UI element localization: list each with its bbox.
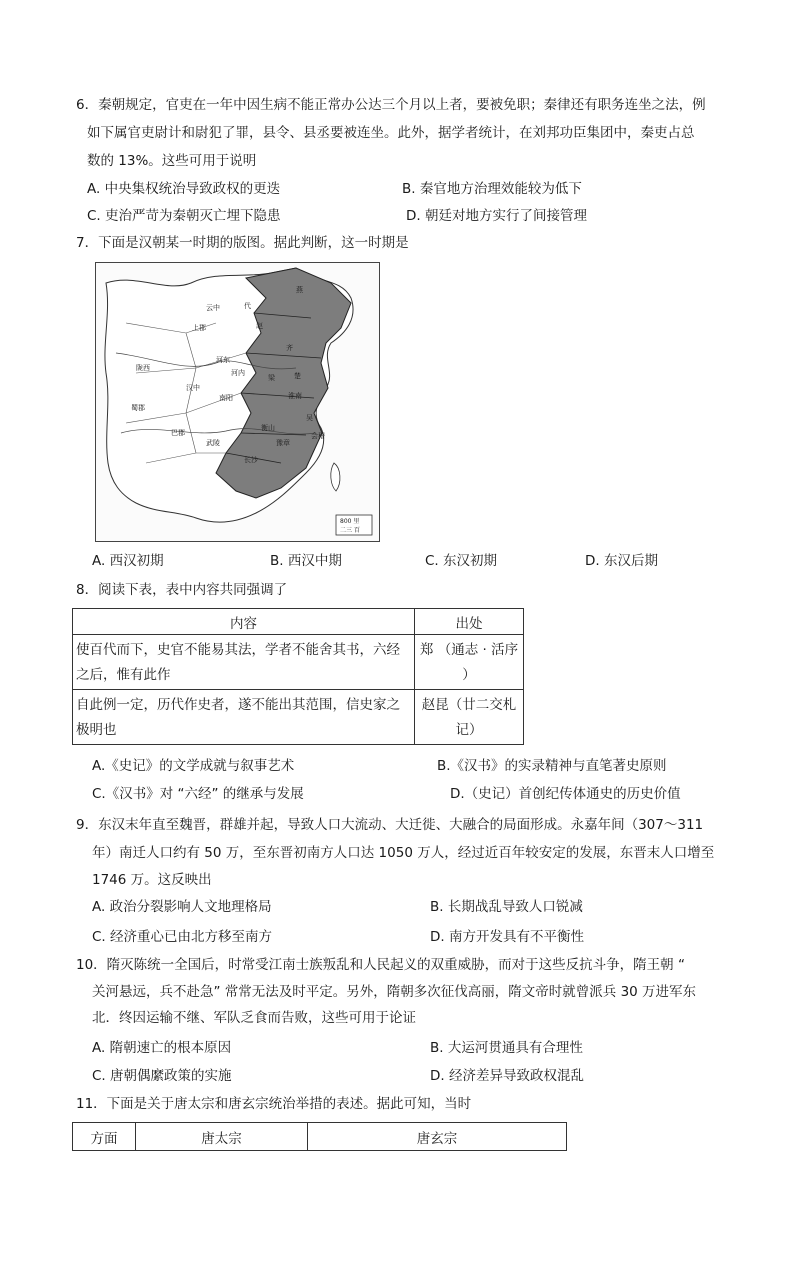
q8-stem: 8．阅读下表，表中内容共同强调了 (76, 582, 288, 598)
map-label-chu: 楚 (294, 372, 301, 380)
map-label-liang: 梁 (268, 374, 275, 382)
map-label-nanyang: 南阳 (219, 394, 233, 402)
q9-stem-line1: 9．东汉末年直至魏晋，群雄并起，导致人口大流动、大迁徙、大融合的局面形成。永嘉年间（307～311 (76, 817, 704, 833)
q8-row2-content (73, 690, 415, 745)
table-row (73, 635, 524, 690)
q7-option-a[interactable]: A. 西汉初期 (92, 553, 164, 569)
q9-option-d[interactable]: D. 南方开发具有不平衡性 (430, 929, 584, 945)
map-label-changsha: 长沙 (244, 456, 258, 464)
map-label-yuzhang: 豫章 (276, 439, 290, 447)
q9-option-c[interactable]: C. 经济重心已由北方移至南方 (92, 929, 273, 945)
q9-option-b[interactable]: B. 长期战乱导致人口锐减 (430, 899, 583, 915)
q8-row2-source-l1: 赵昆（廿二交札 (421, 697, 517, 713)
q8-table-header (73, 609, 524, 635)
q8-row2-source-l2: 记） (455, 722, 483, 738)
q11-header-xuanzong: 唐玄宗 (308, 1123, 567, 1151)
q6-option-b[interactable]: B. 秦官地方治理效能较为低下 (402, 181, 582, 197)
q10-stem-line1: 10．隋灭陈统一全国后，时常受江南士族叛乱和人民起义的双重威胁，而对于这些反抗斗争，隋王朝 “ (76, 957, 685, 973)
map-label-shangjun: 上郡 (192, 324, 206, 332)
q7-option-d[interactable]: D. 东汉后期 (585, 553, 658, 569)
han-dynasty-map (95, 262, 380, 542)
q9-stem-line2: 年）南迁人口约有 50 万，至东晋初南方人口达 1050 万人，经过近百年较安定的发展，东晋末人口增至 (92, 845, 715, 861)
map-label-hanzhong: 汉中 (186, 384, 200, 392)
q10-option-c[interactable]: C. 唐朝偶縻政策的实施 (92, 1068, 232, 1084)
q11-header-aspect: 方面 (73, 1123, 136, 1151)
map-label-zhao: 赵 (256, 322, 263, 330)
map-label-wu: 吴 (306, 414, 313, 422)
q8-row1-content-l2: 之后，惟有此作 (76, 667, 171, 683)
map-label-yan: 燕 (296, 286, 303, 294)
q8-row1-content (73, 635, 415, 690)
map-label-wuling: 武陵 (206, 439, 220, 447)
q10-option-b[interactable]: B. 大运河贯通具有合理性 (430, 1040, 583, 1056)
map-label-hengshan: 衡山 (261, 424, 275, 432)
map-label-shujun: 蜀郡 (131, 404, 145, 412)
q8-row2-content-l2: 极明也 (76, 722, 117, 738)
q8-row1-source-l2: ） (462, 667, 476, 683)
map-label-hedong: 河东 (216, 356, 230, 364)
q8-row1-source-l1: 郑 （通志 · 活序 (419, 642, 519, 658)
q7-option-b[interactable]: B. 西汉中期 (270, 553, 342, 569)
q8-option-b[interactable]: B.《汉书》的实录精神与直笔著史原则 (437, 758, 667, 774)
q8-row1-source (415, 635, 524, 690)
q8-option-c[interactable]: C.《汉书》对 “六经” 的继承与发展 (92, 786, 304, 802)
q6-stem-line2: 如下属官吏尉计和尉犯了罪，县令、县丞要被连坐。此外，据学者统计，在刘邦功臣集团中，秦吏占总 (87, 125, 695, 141)
map-scale-line1: 800 里 (340, 518, 360, 525)
q6-stem-line3: 数的 13%。这些可用于说明 (87, 153, 257, 169)
map-label-bajun: 巴郡 (171, 429, 185, 437)
q11-header-taizong: 唐太宗 (136, 1123, 308, 1151)
q10-option-d[interactable]: D. 经济差异导致政权混乱 (430, 1068, 584, 1084)
map-label-longxi: 陇西 (136, 364, 150, 372)
q8-header-content: 内容 (73, 609, 415, 635)
q8-row2-content-l1: 自此例一定，历代作史者，遂不能出其范围，信史家之 (76, 697, 400, 713)
q10-option-a[interactable]: A. 隋朝速亡的根本原因 (92, 1040, 232, 1056)
q6-stem-line1: 6．秦朝规定，官吏在一年中因生病不能正常办公达三个月以上者，要被免职；秦律还有职务连坐之法，例 (76, 97, 706, 113)
q9-stem-line3: 1746 万。这反映出 (92, 872, 212, 888)
map-label-henei: 河内 (231, 369, 245, 377)
q11-table-header (73, 1123, 567, 1151)
q10-stem-line2: 关河悬远，兵不赴急” 常常无法及时平定。另外，隋朝多次征伐高丽，隋文帝时就曾派兵 30 万进军东 (92, 984, 697, 1000)
han-map-illustration (96, 263, 379, 541)
q8-table (72, 608, 524, 745)
q6-option-d[interactable]: D. 朝廷对地方实行了间接管理 (406, 208, 587, 224)
q7-option-c[interactable]: C. 东汉初期 (425, 553, 498, 569)
q9-option-a[interactable]: A. 政治分裂影响人文地理格局 (92, 899, 272, 915)
q6-option-a[interactable]: A. 中央集权统治导致政权的更迭 (87, 181, 281, 197)
q6-option-c[interactable]: C. 吏治严苛为秦朝灭亡埋下隐患 (87, 208, 281, 224)
q8-row2-source (415, 690, 524, 745)
q11-table (72, 1122, 567, 1151)
map-label-dai: 代 (244, 302, 251, 310)
q11-stem: 11．下面是关于唐太宗和唐玄宗统治举措的表述。据此可知，当时 (76, 1096, 472, 1112)
map-label-kuaiji: 会稽 (311, 432, 325, 440)
q8-row1-content-l1: 使百代而下，史官不能易其法，学者不能舍其书，六经 (76, 642, 400, 658)
table-row (73, 690, 524, 745)
map-label-huainan: 淮南 (288, 392, 302, 400)
q8-header-source: 出处 (415, 609, 524, 635)
q7-stem: 7．下面是汉朝某一时期的版图。据此判断，这一时期是 (76, 235, 409, 251)
q8-option-a[interactable]: A.《史记》的文学成就与叙事艺术 (92, 758, 295, 774)
q8-option-d[interactable]: D.（史记）首创纪传体通史的历史价值 (450, 786, 681, 802)
map-scale-line2: 二三 百 (340, 527, 360, 534)
map-label-qi: 齐 (286, 344, 293, 352)
map-label-yunzhong: 云中 (206, 304, 220, 312)
q10-stem-line3: 北．终因运输不继、军队乏食而告败，这些可用于论证 (92, 1010, 416, 1026)
